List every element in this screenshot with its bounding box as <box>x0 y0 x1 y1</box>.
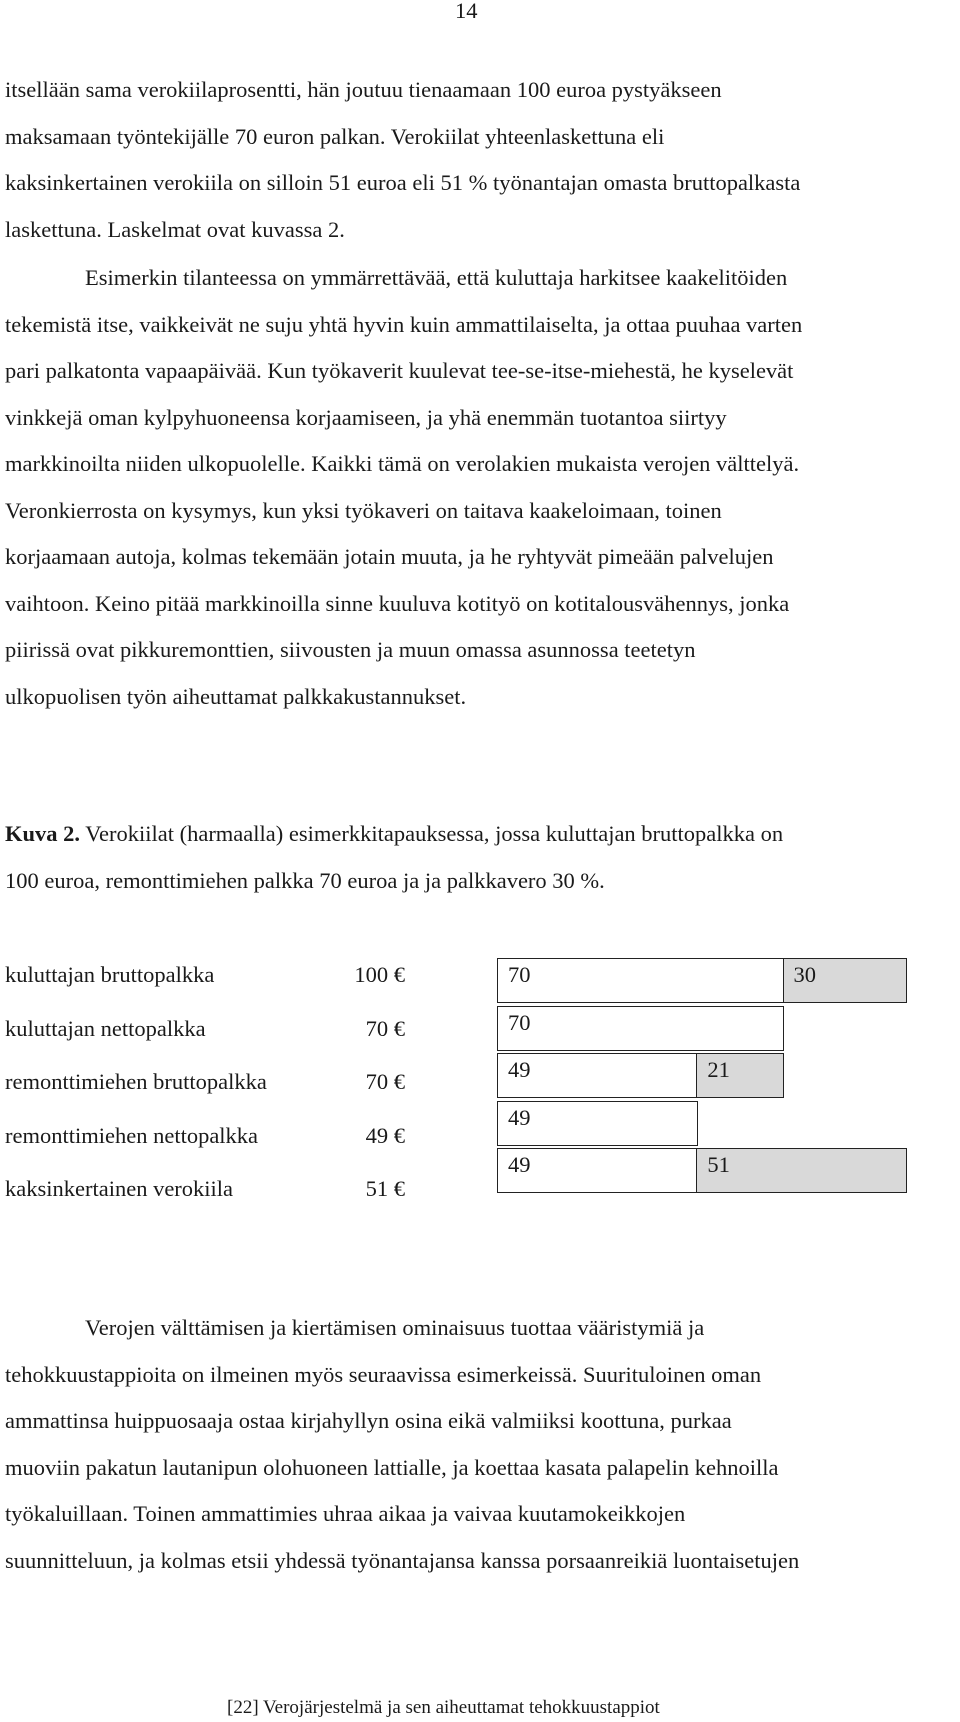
figure-caption <box>5 810 955 904</box>
text-line: vaihtoon. Keino pitää markkinoilla sinne kuuluva kotityö on kotitalousvähennys, jonka <box>5 590 790 616</box>
wage-value: 70 € <box>365 1015 405 1041</box>
wage-list <box>5 948 425 1216</box>
text-line: ammattinsa huippuosaaja ostaa kirjahyllyn osina eikä valmiiksi koottuna, purkaa <box>5 1408 732 1433</box>
text-line: vinkkejä oman kylpyhuoneensa korjaamiseen, ja yhä enemmän tuotantoa siirtyy <box>5 404 727 430</box>
text-line: ulkopuolisen työn aiheuttamat palkkakustannukset. <box>5 683 467 709</box>
caption-line: 100 euroa, remonttimiehen palkka 70 euroa ja ja palkkavero 30 %. <box>5 868 605 893</box>
text-line: laskettuna. Laskelmat ovat kuvassa 2. <box>5 216 345 242</box>
bar-tax-segment: 21 <box>696 1053 784 1098</box>
bar-net-segment: 49 <box>497 1101 698 1146</box>
footer-reference: [22] Verojärjestelmä ja sen aiheuttamat tehokkuustappiot <box>227 1697 660 1718</box>
paragraph-2 <box>5 255 955 720</box>
wage-row <box>5 1109 425 1163</box>
bar-tax-segment: 30 <box>783 958 908 1003</box>
wage-label: remonttimiehen nettopalkka <box>5 1122 259 1148</box>
page-number: 14 <box>455 0 478 23</box>
text-line: kaksinkertainen verokiila on silloin 51 euroa eli 51 % työnantajan omasta bruttopalkasta <box>5 170 801 195</box>
wage-value: 100 € <box>354 962 405 987</box>
text-line: Verojen välttämisen ja kiertämisen ominaisuus tuottaa vääristymiä ja <box>85 1315 705 1340</box>
paragraph-1 <box>5 67 955 253</box>
wage-row <box>5 1162 425 1216</box>
wage-row <box>5 1055 425 1109</box>
caption-line <box>5 810 955 857</box>
wage-value: 49 € <box>365 1122 405 1148</box>
text-line: piirissä ovat pikkuremonttien, siivousten ja muun omassa asunnossa teetetyn <box>5 637 696 662</box>
wage-row <box>5 1002 425 1056</box>
text-line: markkinoilta niiden ulkopuolelle. Kaikki tämä on verolakien mukaista verojen välttelyä. <box>5 451 800 476</box>
wage-row <box>5 948 425 1002</box>
wage-label: kuluttajan nettopalkka <box>5 1015 206 1041</box>
wage-value: 51 € <box>365 1176 405 1201</box>
text-line: korjaamaan autoja, kolmas tekemään jotain muuta, ja he ryhtyvät pimeään palvelujen <box>5 544 774 569</box>
wage-label: remonttimiehen bruttopalkka <box>5 1069 267 1094</box>
text-line: pari palkatonta vapaapäivää. Kun työkaverit kuulevat tee-se-itse-miehestä, he kyselevät <box>5 358 794 383</box>
text-line: maksamaan työntekijälle 70 euron palkan. Verokiilat yhteenlaskettuna eli <box>5 123 665 149</box>
bar-net-segment: 70 <box>497 1006 784 1051</box>
text-line: muoviin pakatun lautanipun olohuoneen lattialle, ja koettaa kasata palapelin kehnoilla <box>5 1454 779 1480</box>
text-line: suunnitteluun, ja kolmas etsii yhdessä työnantajansa kanssa porsaanreikiä luontaisetujen <box>5 1547 800 1573</box>
caption-text: Verokiilat (harmaalla) esimerkkitapauksessa, jossa kuluttajan bruttopalkka on <box>80 821 784 846</box>
bar-tax-segment: 51 <box>696 1148 907 1193</box>
text-line: Esimerkin tilanteessa on ymmärrettävää, että kuluttaja harkitsee kaakelitöiden <box>85 265 788 290</box>
text-line: itsellään sama verokiilaprosentti, hän joutuu tienaamaan 100 euroa pystyäkseen <box>5 77 722 102</box>
wage-label: kuluttajan bruttopalkka <box>5 962 215 987</box>
wage-value: 70 € <box>365 1069 405 1094</box>
text-line: tekemistä itse, vaikkeivät ne suju yhtä hyvin kuin ammattilaiselta, ja ottaa puuhaa varten <box>5 311 803 337</box>
text-line: työkaluillaan. Toinen ammattimies uhraa aikaa ja vaivaa kuutamokeikkojen <box>5 1501 686 1526</box>
caption-label: Kuva 2. <box>5 821 81 846</box>
bar-net-segment: 49 <box>497 1148 698 1193</box>
paragraph-3 <box>5 1305 955 1584</box>
wage-label: kaksinkertainen verokiila <box>5 1176 234 1201</box>
bar-net-segment: 70 <box>497 958 784 1003</box>
bar-net-segment: 49 <box>497 1053 698 1098</box>
text-line: Veronkierrosta on kysymys, kun yksi työkaveri on taitava kaakeloimaan, toinen <box>5 497 722 523</box>
text-line: tehokkuustappioita on ilmeinen myös seuraavissa esimerkeissä. Suurituloinen oman <box>5 1361 762 1387</box>
